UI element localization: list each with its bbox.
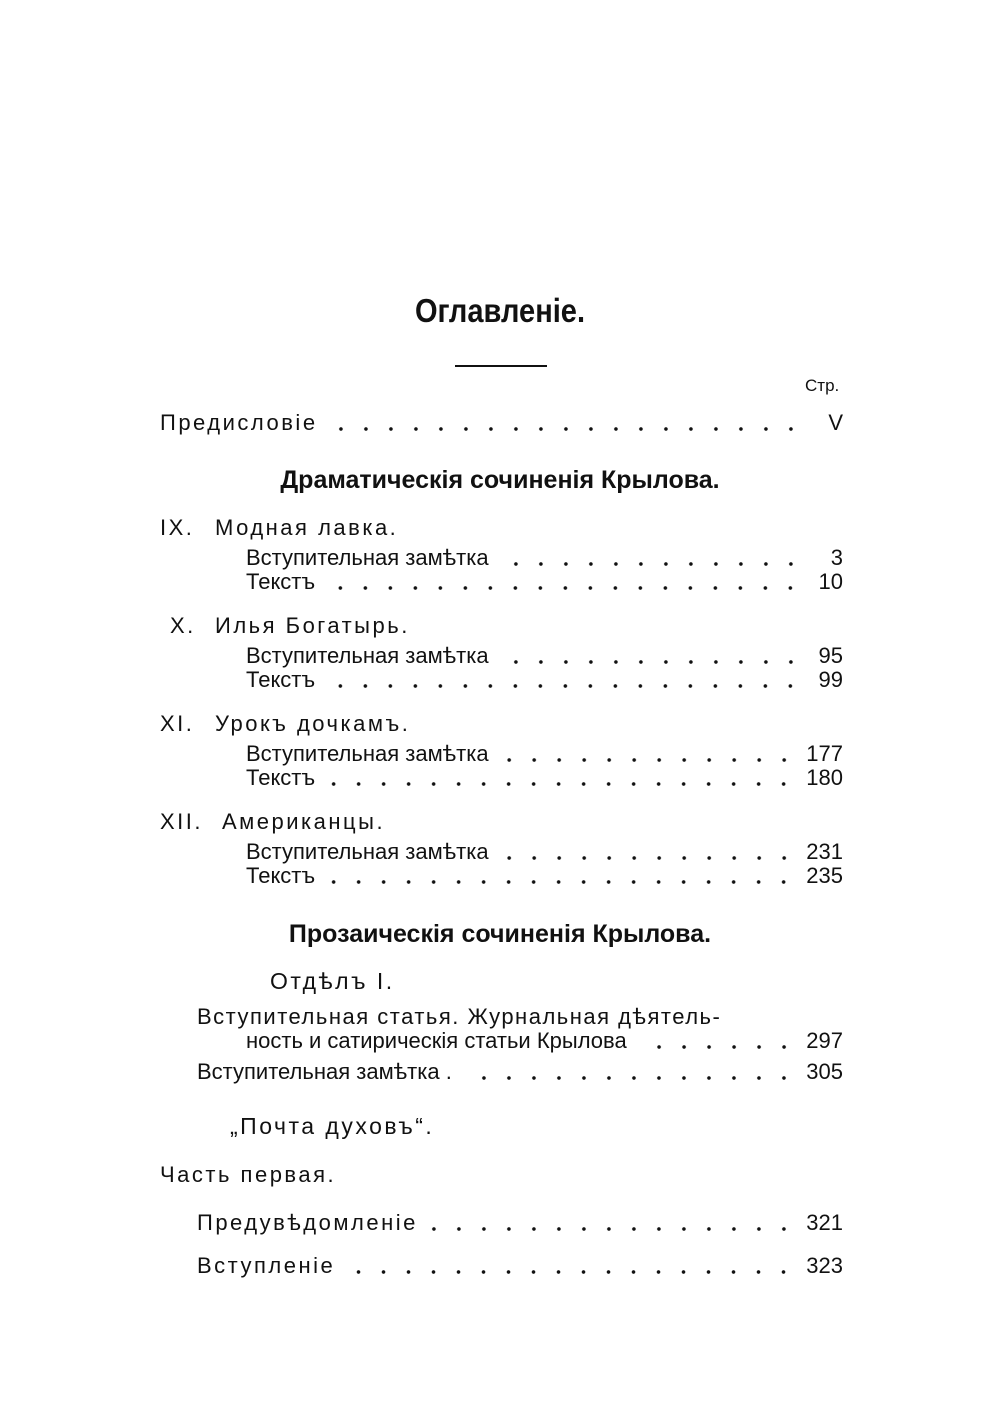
entry-page: 99 bbox=[818, 667, 843, 692]
work-title: Модная лавка. bbox=[215, 515, 399, 540]
entry-page: 321 bbox=[806, 1210, 843, 1235]
work-number: XI. bbox=[160, 711, 195, 736]
toc-entry[interactable] bbox=[246, 863, 843, 889]
toc-entry[interactable] bbox=[246, 545, 843, 571]
dot-leader bbox=[325, 683, 803, 689]
work-number: X. bbox=[170, 613, 196, 638]
dot-leader bbox=[499, 659, 803, 665]
entry-label: ность и сатирическія статьи Крылова bbox=[246, 1028, 627, 1053]
toc-entry[interactable] bbox=[197, 1253, 843, 1279]
toc-entry[interactable] bbox=[246, 741, 843, 767]
entry-label: Вступленіе bbox=[197, 1253, 336, 1278]
entry-page: V bbox=[828, 410, 843, 435]
toc-entry[interactable] bbox=[246, 839, 843, 865]
dot-leader bbox=[328, 426, 803, 432]
work-title: Американцы. bbox=[222, 809, 386, 834]
entry-label: Вступительная замѣтка . bbox=[197, 1059, 452, 1084]
entry-page: 235 bbox=[806, 863, 843, 888]
entry-label: Текстъ bbox=[246, 765, 316, 790]
part-heading: Отдѣлъ I. bbox=[270, 968, 395, 994]
work-title: Урокъ дочкамъ. bbox=[215, 711, 411, 736]
dot-leader bbox=[325, 781, 796, 787]
entry-page: 323 bbox=[806, 1253, 843, 1278]
toc-entry[interactable] bbox=[246, 765, 843, 791]
dot-leader bbox=[499, 561, 803, 567]
toc-entry[interactable] bbox=[197, 1059, 843, 1085]
entry-page: 297 bbox=[806, 1028, 843, 1053]
page-title: Оглавленіе. bbox=[414, 292, 586, 329]
work-number: XII. bbox=[160, 809, 204, 834]
dot-leader bbox=[499, 855, 797, 861]
article-line-1: Вступительная статья. Журнальная дѣятель- bbox=[197, 1004, 722, 1029]
work-number: IX. bbox=[160, 515, 195, 540]
section-heading-drama: Драматическія сочиненія Крылова. bbox=[280, 466, 720, 494]
entry-label: Текстъ bbox=[246, 863, 316, 888]
entry-label: Предисловіе bbox=[160, 410, 318, 435]
entry-label: Вступительная замѣтка bbox=[246, 545, 489, 570]
entry-page: 180 bbox=[806, 765, 843, 790]
entry-page: 177 bbox=[806, 741, 843, 766]
toc-entry-preface[interactable] bbox=[160, 410, 843, 436]
dot-leader bbox=[428, 1226, 796, 1232]
entry-label: Вступительная замѣтка bbox=[246, 741, 489, 766]
dot-leader bbox=[325, 879, 796, 885]
entry-label: Текстъ bbox=[246, 667, 316, 692]
title-rule bbox=[455, 365, 547, 367]
entry-label: Предувѣдомленіе bbox=[197, 1210, 418, 1235]
entry-label: Вступительная замѣтка bbox=[246, 643, 489, 668]
journal-heading: „Почта духовъ“. bbox=[230, 1113, 435, 1139]
page-column-label: Стр. bbox=[805, 376, 840, 395]
entry-page: 305 bbox=[806, 1059, 843, 1084]
dot-leader bbox=[637, 1044, 797, 1050]
work-title: Илья Богатырь. bbox=[215, 613, 410, 638]
entry-page: 3 bbox=[830, 545, 843, 570]
entry-page: 231 bbox=[806, 839, 843, 864]
toc-entry-article[interactable] bbox=[246, 1028, 843, 1054]
entry-label: Вступительная замѣтка bbox=[246, 839, 489, 864]
journal-part: Часть первая. bbox=[160, 1162, 337, 1187]
entry-label: Текстъ bbox=[246, 569, 316, 594]
toc-entry[interactable] bbox=[246, 667, 843, 693]
dot-leader bbox=[345, 1269, 796, 1275]
dot-leader bbox=[499, 757, 797, 763]
entry-page: 10 bbox=[818, 569, 843, 594]
toc-entry[interactable] bbox=[197, 1210, 843, 1236]
section-heading-prose: Прозаическія сочиненія Крылова. bbox=[288, 920, 712, 948]
entry-page: 95 bbox=[818, 643, 843, 668]
dot-leader bbox=[325, 585, 803, 591]
toc-entry[interactable] bbox=[246, 569, 843, 595]
toc-entry[interactable] bbox=[246, 643, 843, 669]
dot-leader bbox=[462, 1075, 796, 1081]
